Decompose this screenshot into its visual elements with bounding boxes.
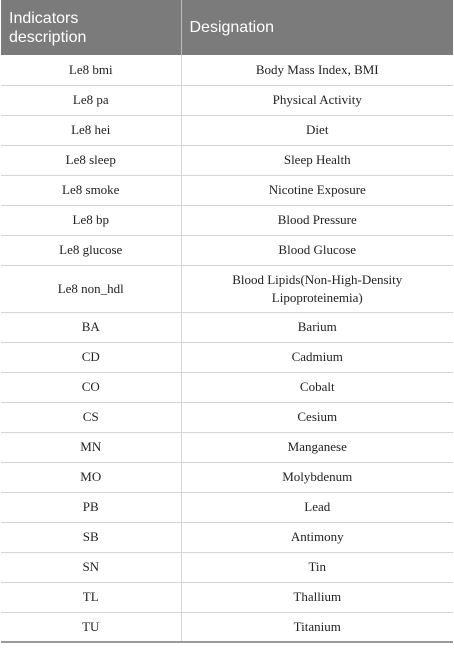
designation-cell: Cadmium — [181, 342, 453, 372]
designation-cell: Thallium — [181, 582, 453, 612]
table-row — [1, 312, 453, 342]
indicators-table — [1, 0, 453, 643]
indicator-cell: SB — [1, 522, 181, 552]
table-row — [1, 522, 453, 552]
indicator-cell: TL — [1, 582, 181, 612]
designation-cell: Barium — [181, 312, 453, 342]
table-row — [1, 265, 453, 312]
table-row — [1, 612, 453, 642]
table-row — [1, 55, 453, 85]
indicator-cell: CS — [1, 402, 181, 432]
table-row — [1, 145, 453, 175]
table-row — [1, 205, 453, 235]
designation-cell: Blood Pressure — [181, 205, 453, 235]
designation-cell: Antimony — [181, 522, 453, 552]
designation-cell: Nicotine Exposure — [181, 175, 453, 205]
header-indicators-description: Indicators description — [1, 0, 181, 55]
table-header — [1, 0, 453, 55]
table-row — [1, 402, 453, 432]
designation-cell: Cobalt — [181, 372, 453, 402]
indicator-cell: Le8 glucose — [1, 235, 181, 265]
designation-cell: Sleep Health — [181, 145, 453, 175]
table-row — [1, 115, 453, 145]
table-row — [1, 552, 453, 582]
table-row — [1, 85, 453, 115]
indicator-cell: Le8 bp — [1, 205, 181, 235]
designation-cell: Molybdenum — [181, 462, 453, 492]
designation-cell: Blood Glucose — [181, 235, 453, 265]
indicator-cell: PB — [1, 492, 181, 522]
indicator-cell: CD — [1, 342, 181, 372]
table-row — [1, 372, 453, 402]
table-row — [1, 432, 453, 462]
table-row — [1, 582, 453, 612]
table-body — [1, 55, 453, 642]
indicator-cell: Le8 pa — [1, 85, 181, 115]
designation-cell: Physical Activity — [181, 85, 453, 115]
table-row — [1, 175, 453, 205]
table-row — [1, 342, 453, 372]
table-row — [1, 492, 453, 522]
indicator-cell: SN — [1, 552, 181, 582]
designation-cell: Blood Lipids(Non-High-Density Lipoproteinemia) — [181, 265, 453, 312]
designation-cell: Lead — [181, 492, 453, 522]
table-row — [1, 462, 453, 492]
indicator-cell: Le8 bmi — [1, 55, 181, 85]
indicator-cell: TU — [1, 612, 181, 642]
indicator-cell: MO — [1, 462, 181, 492]
indicator-cell: Le8 non_hdl — [1, 265, 181, 312]
designation-cell: Body Mass Index, BMI — [181, 55, 453, 85]
table-row — [1, 235, 453, 265]
header-row — [1, 0, 453, 55]
designation-cell: Titanium — [181, 612, 453, 642]
designation-cell: Tin — [181, 552, 453, 582]
indicator-cell: CO — [1, 372, 181, 402]
designation-cell: Cesium — [181, 402, 453, 432]
indicator-cell: MN — [1, 432, 181, 462]
indicator-cell: Le8 sleep — [1, 145, 181, 175]
indicator-cell: Le8 hei — [1, 115, 181, 145]
designation-cell: Diet — [181, 115, 453, 145]
indicator-cell: BA — [1, 312, 181, 342]
header-designation: Designation — [181, 0, 453, 55]
indicator-cell: Le8 smoke — [1, 175, 181, 205]
designation-cell: Manganese — [181, 432, 453, 462]
